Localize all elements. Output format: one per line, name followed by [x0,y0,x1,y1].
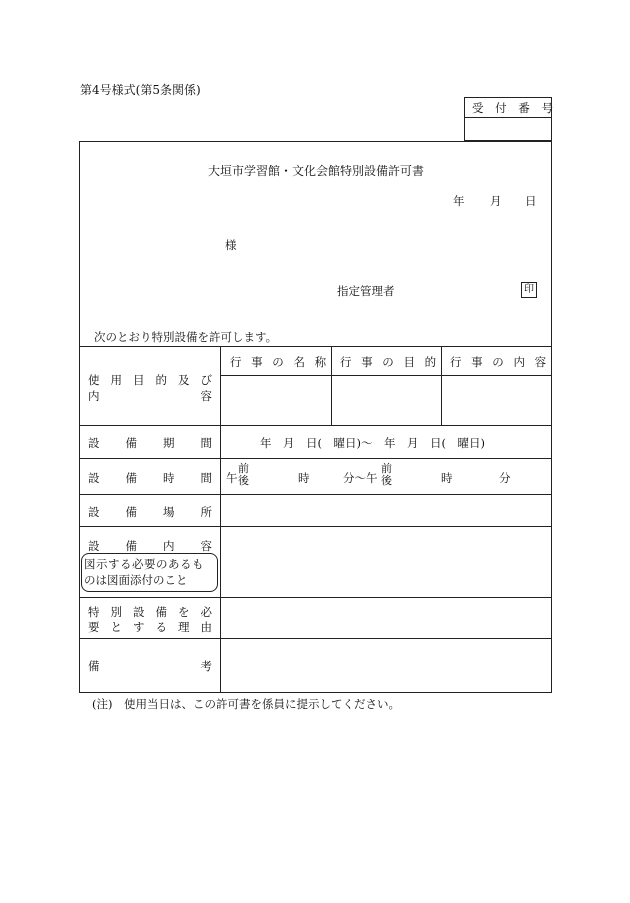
date-year: 年 [453,194,465,208]
col-header-event-purpose: 行 事 の 目 的 [340,355,440,369]
addressee-suffix: 様 [225,238,237,252]
date-day: 日 [525,194,537,208]
time-zen-go-2: 前 後 [381,462,392,487]
form-number: 第4号様式(第5条関係) [80,83,201,97]
intro-text: 次のとおり特別設備を許可します。 [94,330,278,344]
form-title: 大垣市学習館・文化会館特別設備許可書 [208,164,425,178]
place-field[interactable] [222,496,550,524]
label-reason-line1: 特 別 設 備 を 必 [88,605,212,619]
col-header-event-name: 行 事 の 名 称 [230,355,330,369]
event-name-field[interactable] [222,377,329,423]
issuer-label: 指定管理者 [337,284,395,298]
label-place: 設 備 場 所 [88,505,212,519]
time-hour-2: 時 [441,471,453,485]
col-header-event-content: 行 事 の 内 容 [450,355,550,369]
time-hour-1: 時 [298,471,310,485]
content-note-line1: 図示する必要のあるも [84,557,204,571]
time-zen-go-1: 前 後 [238,462,249,487]
label-purpose: 使 用 目 的 及 び [88,373,212,387]
reason-field[interactable] [222,599,550,636]
label-time: 設 備 時 間 [88,471,212,485]
label-period: 設 備 期 間 [88,436,212,450]
time-minute: 分 [499,471,511,485]
period-value[interactable]: 年 月 日( 曜日)～ 年 月 日( 曜日) [260,436,485,450]
receipt-number-value[interactable] [472,122,546,136]
seal-mark: 印 [521,282,537,298]
footnote: (注) 使用当日は、この許可書を係員に提示してください。 [92,697,400,711]
label-remarks: 備 考 [88,659,212,673]
date-month: 月 [490,194,502,208]
content-note-line2: のは図面添付のこと [84,573,188,587]
remarks-field[interactable] [222,640,550,691]
content-field[interactable] [222,528,550,595]
time-minute-to: 分～午 [343,471,378,485]
label-reason-line2: 要 と す る 理 由 [88,620,212,634]
time-am-pm-1: 午 [226,471,238,485]
label-purpose-line2: 内 容 [88,389,212,403]
event-content-field[interactable] [443,377,550,423]
receipt-number-label: 受 付 番 号 [472,101,557,115]
event-purpose-field[interactable] [333,377,439,423]
label-content: 設 備 内 容 [88,539,212,553]
